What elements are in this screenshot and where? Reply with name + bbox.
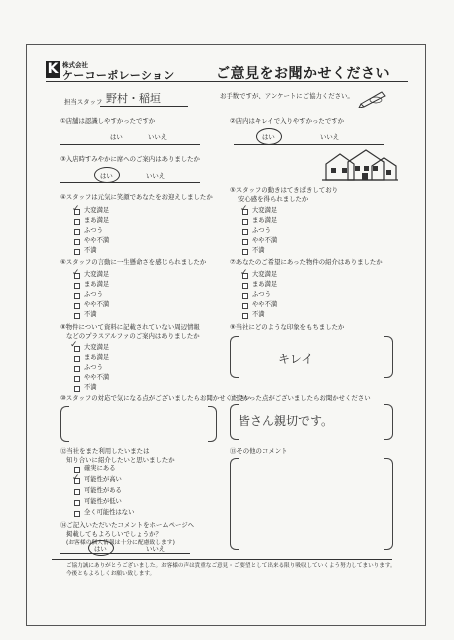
q9-bracket-left	[230, 336, 239, 378]
q5-text-2: 安心感を得られましたか	[238, 195, 309, 203]
q8-option-1: 大変満足	[84, 344, 110, 351]
q11-answer[interactable]: 皆さん親切です。	[238, 414, 334, 428]
q5-text-1: ⑤スタッフの動きはてきぱきしており	[230, 186, 338, 194]
q12-check-mark: ✓	[72, 473, 80, 483]
q11-bracket-right	[384, 404, 393, 440]
company-prefix: 株式会社	[62, 61, 88, 69]
q7-option-1: 大変満足	[252, 271, 278, 278]
q12-option-1: 確実にある	[84, 465, 116, 472]
q10-text: ⑩スタッフの対応で気になる点がございましたらお聞かせください	[60, 394, 252, 402]
q3-line	[60, 182, 200, 183]
q8-text-2: などのプラスアルファのご案内はありましたか	[66, 332, 200, 340]
q7-option-3: ふつう	[252, 291, 271, 298]
q2-yes[interactable]: はい	[262, 133, 275, 141]
q1-line	[60, 144, 200, 145]
q8-checkbox-3[interactable]	[74, 366, 80, 372]
q9-answer[interactable]: キレイ	[278, 352, 314, 366]
q12-option-5: 全く可能性はない	[84, 509, 135, 516]
q13-bracket-left	[230, 458, 239, 550]
q10-bracket-left	[60, 406, 69, 442]
q14-text-3: (お客様の個人情報は十分に配慮致します)	[66, 540, 175, 546]
q8-checkbox-5[interactable]	[74, 386, 80, 392]
page-title: ご意見をお聞かせください	[216, 66, 390, 82]
footer-rule	[52, 559, 392, 560]
q8-text-1: ⑧物件について資料に記載されていない周辺情報	[60, 323, 200, 331]
q12-option-4: 可能性が低い	[84, 498, 122, 505]
q12-text-1: ⑫当社をまた利用したいまたは	[60, 447, 150, 455]
q7-checkbox-3[interactable]	[242, 293, 248, 299]
q7-checkbox-2[interactable]	[242, 283, 248, 289]
q8-checkbox-4[interactable]	[74, 376, 80, 382]
q7-option-2: まあ満足	[252, 281, 278, 288]
q5-checkbox-3[interactable]	[242, 229, 248, 235]
pencil-icon	[358, 86, 388, 108]
q13-text: ⑬その他のコメント	[230, 447, 288, 455]
q5-option-2: まあ満足	[252, 217, 278, 224]
q14-text-2: 掲載してもよろしいでしょうか？	[66, 530, 162, 538]
q7-checkbox-4[interactable]	[242, 303, 248, 309]
q4-check-mark: ✓	[72, 204, 80, 214]
q4-option-4: やや不満	[84, 237, 110, 244]
q7-checkbox-5[interactable]	[242, 313, 248, 319]
q11-text: ⑪良かった点がございましたらお聞かせください	[230, 394, 371, 402]
q10-bracket-right	[208, 406, 217, 442]
q14-line	[60, 553, 190, 554]
q12-checkbox-5[interactable]	[74, 511, 80, 517]
q5-check-mark: ✓	[240, 204, 248, 214]
q3-yes-circle	[94, 167, 120, 183]
q8-check-mark: ✓	[70, 340, 78, 350]
q6-checkbox-3[interactable]	[74, 293, 80, 299]
q13-bracket-right	[384, 458, 393, 550]
intro-text: お手数ですが、アンケートにご協力ください。	[220, 92, 354, 100]
q12-checkbox-4[interactable]	[74, 500, 80, 506]
q1-yes[interactable]: はい	[110, 133, 123, 141]
q4-checkbox-4[interactable]	[74, 239, 80, 245]
q6-option-5: 不満	[84, 311, 97, 318]
q8-option-2: まあ満足	[84, 354, 110, 361]
staff-underline	[100, 106, 188, 107]
q2-yes-circle	[256, 128, 282, 145]
q2-line	[234, 144, 384, 145]
q3-no[interactable]: いいえ	[146, 172, 166, 180]
q3-yes[interactable]: はい	[100, 172, 113, 180]
q4-text: ④スタッフは元気に笑顔であなたをお迎えしましたか	[60, 193, 213, 201]
q5-option-3: ふつう	[252, 227, 271, 234]
q9-bracket-right	[384, 336, 393, 378]
q6-checkbox-5[interactable]	[74, 313, 80, 319]
q12-option-2: 可能性が高い	[84, 476, 122, 483]
staff-name: 野村・稲垣	[106, 92, 161, 105]
q14-yes[interactable]: はい	[94, 545, 107, 553]
q12-option-3: 可能性がある	[84, 487, 122, 494]
q4-option-2: まあ満足	[84, 217, 110, 224]
q8-option-3: ふつう	[84, 364, 103, 371]
q5-option-4: やや不満	[252, 237, 278, 244]
q5-checkbox-5[interactable]	[242, 249, 248, 255]
houses-icon	[322, 148, 398, 182]
q14-text-1: ⑭ご記入いただいたコメントをホームページへ	[60, 521, 195, 529]
q7-check-mark: ✓	[240, 268, 248, 278]
q8-option-5: 不満	[84, 384, 97, 391]
q2-text: ②店内はキレイで入りやすかったですか	[230, 117, 344, 125]
q6-option-4: やや不満	[84, 301, 110, 308]
q7-option-4: やや不満	[252, 301, 278, 308]
q4-checkbox-2[interactable]	[74, 219, 80, 225]
footer-thanks: ご協力誠にありがとうございました。お客様の声は貴重なご意見・ご要望として出来る限り吸収していくよう努力してまいります。	[66, 563, 396, 569]
q12-text-2: 知り合いに紹介したいと思いましたか	[66, 456, 175, 464]
q4-checkbox-3[interactable]	[74, 229, 80, 235]
q1-text: ①店舗は認識しやすかったですか	[60, 117, 156, 125]
staff-label: 担当スタッフ	[64, 98, 103, 106]
q5-checkbox-4[interactable]	[242, 239, 248, 245]
footer-closing: 今後ともよろしくお願い致します。	[66, 571, 156, 577]
company-name: ケーコーポレーション	[62, 69, 175, 82]
q7-text: ⑦あなたのご希望にあった物件の紹介はありましたか	[230, 258, 383, 266]
q7-option-5: 不満	[252, 311, 265, 318]
q6-check-mark: ✓	[72, 268, 80, 278]
q5-checkbox-2[interactable]	[242, 219, 248, 225]
q6-option-2: まあ満足	[84, 281, 110, 288]
q1-no[interactable]: いいえ	[148, 133, 168, 141]
header-rule	[46, 81, 408, 82]
company-logo: K	[47, 61, 59, 77]
q5-option-1: 大変満足	[252, 207, 278, 214]
q4-option-3: ふつう	[84, 227, 103, 234]
q4-option-5: 不満	[84, 247, 97, 254]
q8-option-4: やや不満	[84, 374, 110, 381]
q14-no[interactable]: いいえ	[146, 545, 166, 553]
q2-no[interactable]: いいえ	[320, 133, 340, 141]
q6-checkbox-2[interactable]	[74, 283, 80, 289]
q12-checkbox-3[interactable]	[74, 489, 80, 495]
q6-option-1: 大変満足	[84, 271, 110, 278]
q8-checkbox-2[interactable]	[74, 356, 80, 362]
q4-checkbox-5[interactable]	[74, 249, 80, 255]
q5-option-5: 不満	[252, 247, 265, 254]
q9-text: ⑨当社にどのような印象をもちましたか	[230, 323, 345, 331]
q6-checkbox-4[interactable]	[74, 303, 80, 309]
q6-text: ⑥スタッフの言動に一生懸命さを感じられましたか	[60, 258, 207, 266]
q6-option-3: ふつう	[84, 291, 103, 298]
q4-option-1: 大変満足	[84, 207, 110, 214]
q3-text: ③入店時すみやかに席へのご案内はありましたか	[60, 155, 200, 163]
